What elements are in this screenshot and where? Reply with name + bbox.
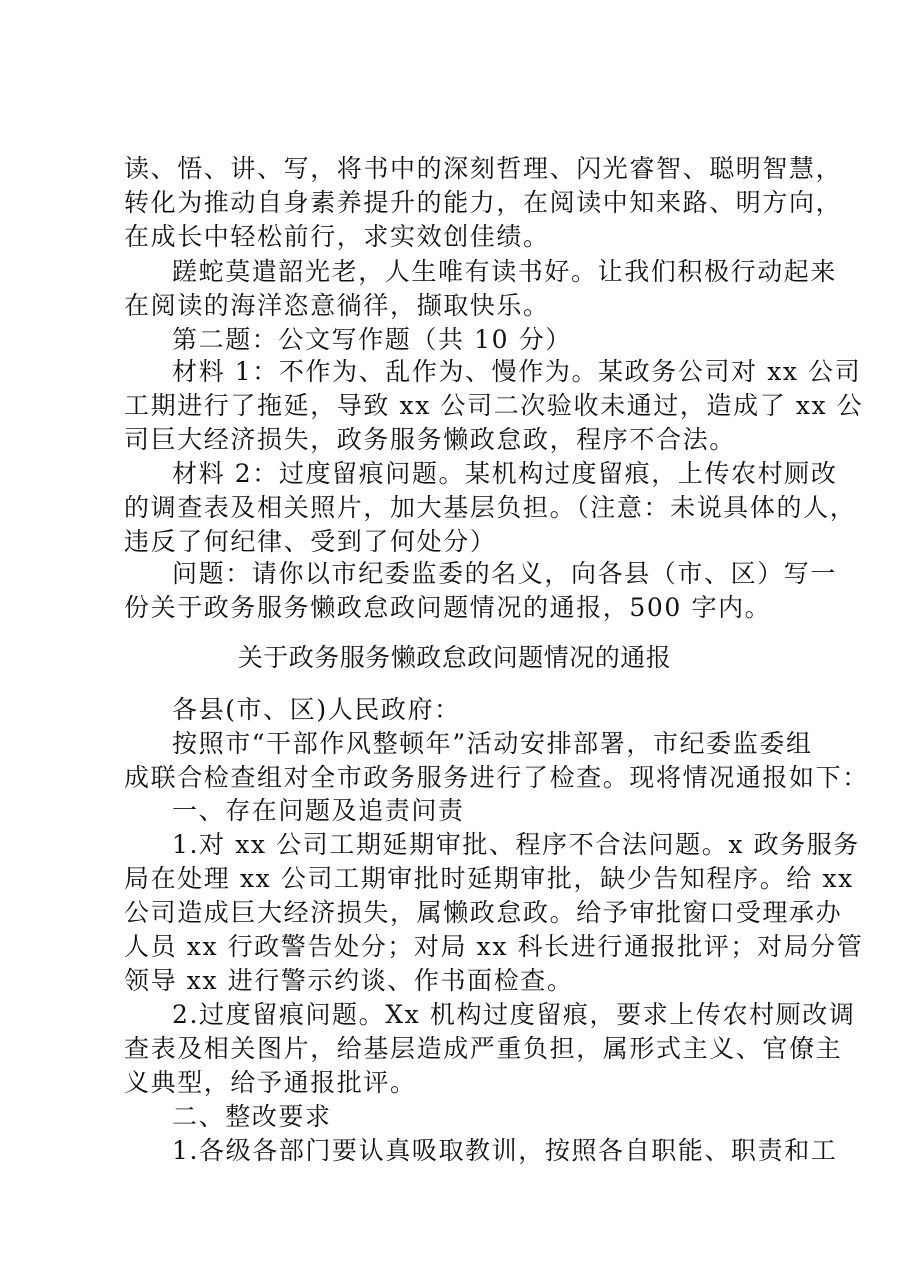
text-line: 在阅读的海洋恣意徜徉，撷取快乐。 xyxy=(124,291,550,320)
text-line: 违反了何纪律、受到了何处分） xyxy=(124,527,497,556)
text-line: 读、悟、讲、写，将书中的深刻哲理、闪光睿智、聪明智慧， xyxy=(124,154,843,183)
text-line: 转化为推动自身素养提升的能力，在阅读中知来路、明方向， xyxy=(124,188,843,217)
text-line: 蹉蛇莫遣韶光老，人生唯有读书好。让我们积极行动起来 xyxy=(172,257,838,286)
text-line: 司巨大经济损失，政务服务懒政怠政，程序不合法。 xyxy=(124,425,736,454)
text-line: 材料 1：不作为、乱作为、慢作为。某政务公司对 xx 公司 xyxy=(172,357,862,386)
text-line: 的调查表及相关照片，加大基层负担。（注意：未说具体的人， xyxy=(124,493,857,522)
text-line: 局在处理 xx 公司工期审批时延期审批，缺少告知程序。给 xx xyxy=(124,864,854,893)
question-heading: 第二题：公文写作题（共 10 分） xyxy=(172,325,572,354)
text-line: 材料 2：过度留痕问题。某机构过度留痕，上传农村厕改 xyxy=(172,459,838,488)
text-line: 问题：请你以市纪委监委的名义，向各县（市、区）写一 xyxy=(172,559,838,588)
text-line: 公司造成巨大经济损失，属懒政怠政。给予审批窗口受理承办 xyxy=(124,898,843,927)
notice-title: 关于政务服务懒政怠政问题情况的通报 xyxy=(237,643,672,672)
text-line: 份关于政务服务懒政怠政问题情况的通报，500 字内。 xyxy=(124,593,772,622)
text-line: 人员 xx 行政警告处分；对局 xx 科长进行通报批评；对局分管 xyxy=(124,932,864,961)
text-line: 1.各级各部门要认真吸取教训，按照各自职能、职责和工 xyxy=(172,1136,838,1165)
text-line: 义典型，给予通报批评。 xyxy=(124,1068,417,1097)
text-line: 领导 xx 进行警示约谈、作书面检查。 xyxy=(124,966,574,995)
text-line: 2.过度留痕问题。Xx 机构过度留痕，要求上传农村厕改调 xyxy=(172,1000,856,1029)
text-line: 工期进行了拖延，导致 xx 公司二次验收未通过，造成了 xx 公 xyxy=(124,391,864,420)
salutation: 各县(市、区)人民政府： xyxy=(172,695,461,724)
section-heading: 二、整改要求 xyxy=(172,1102,332,1131)
text-line: 1.对 xx 公司工期延期审批、程序不合法问题。x 政务服务 xyxy=(172,830,860,859)
text-line: 成联合检查组对全市政务服务进行了检查。现将情况通报如下： xyxy=(124,763,869,792)
section-heading: 一、存在问题及追责问责 xyxy=(172,796,465,825)
text-line: 按照市“干部作风整顿年”活动安排部署，市纪委监委组 xyxy=(172,729,813,758)
text-line: 查表及相关图片，给基层造成严重负担，属形式主义、官僚主 xyxy=(124,1034,843,1063)
text-line: 在成长中轻松前行，求实效创佳绩。 xyxy=(124,222,550,251)
